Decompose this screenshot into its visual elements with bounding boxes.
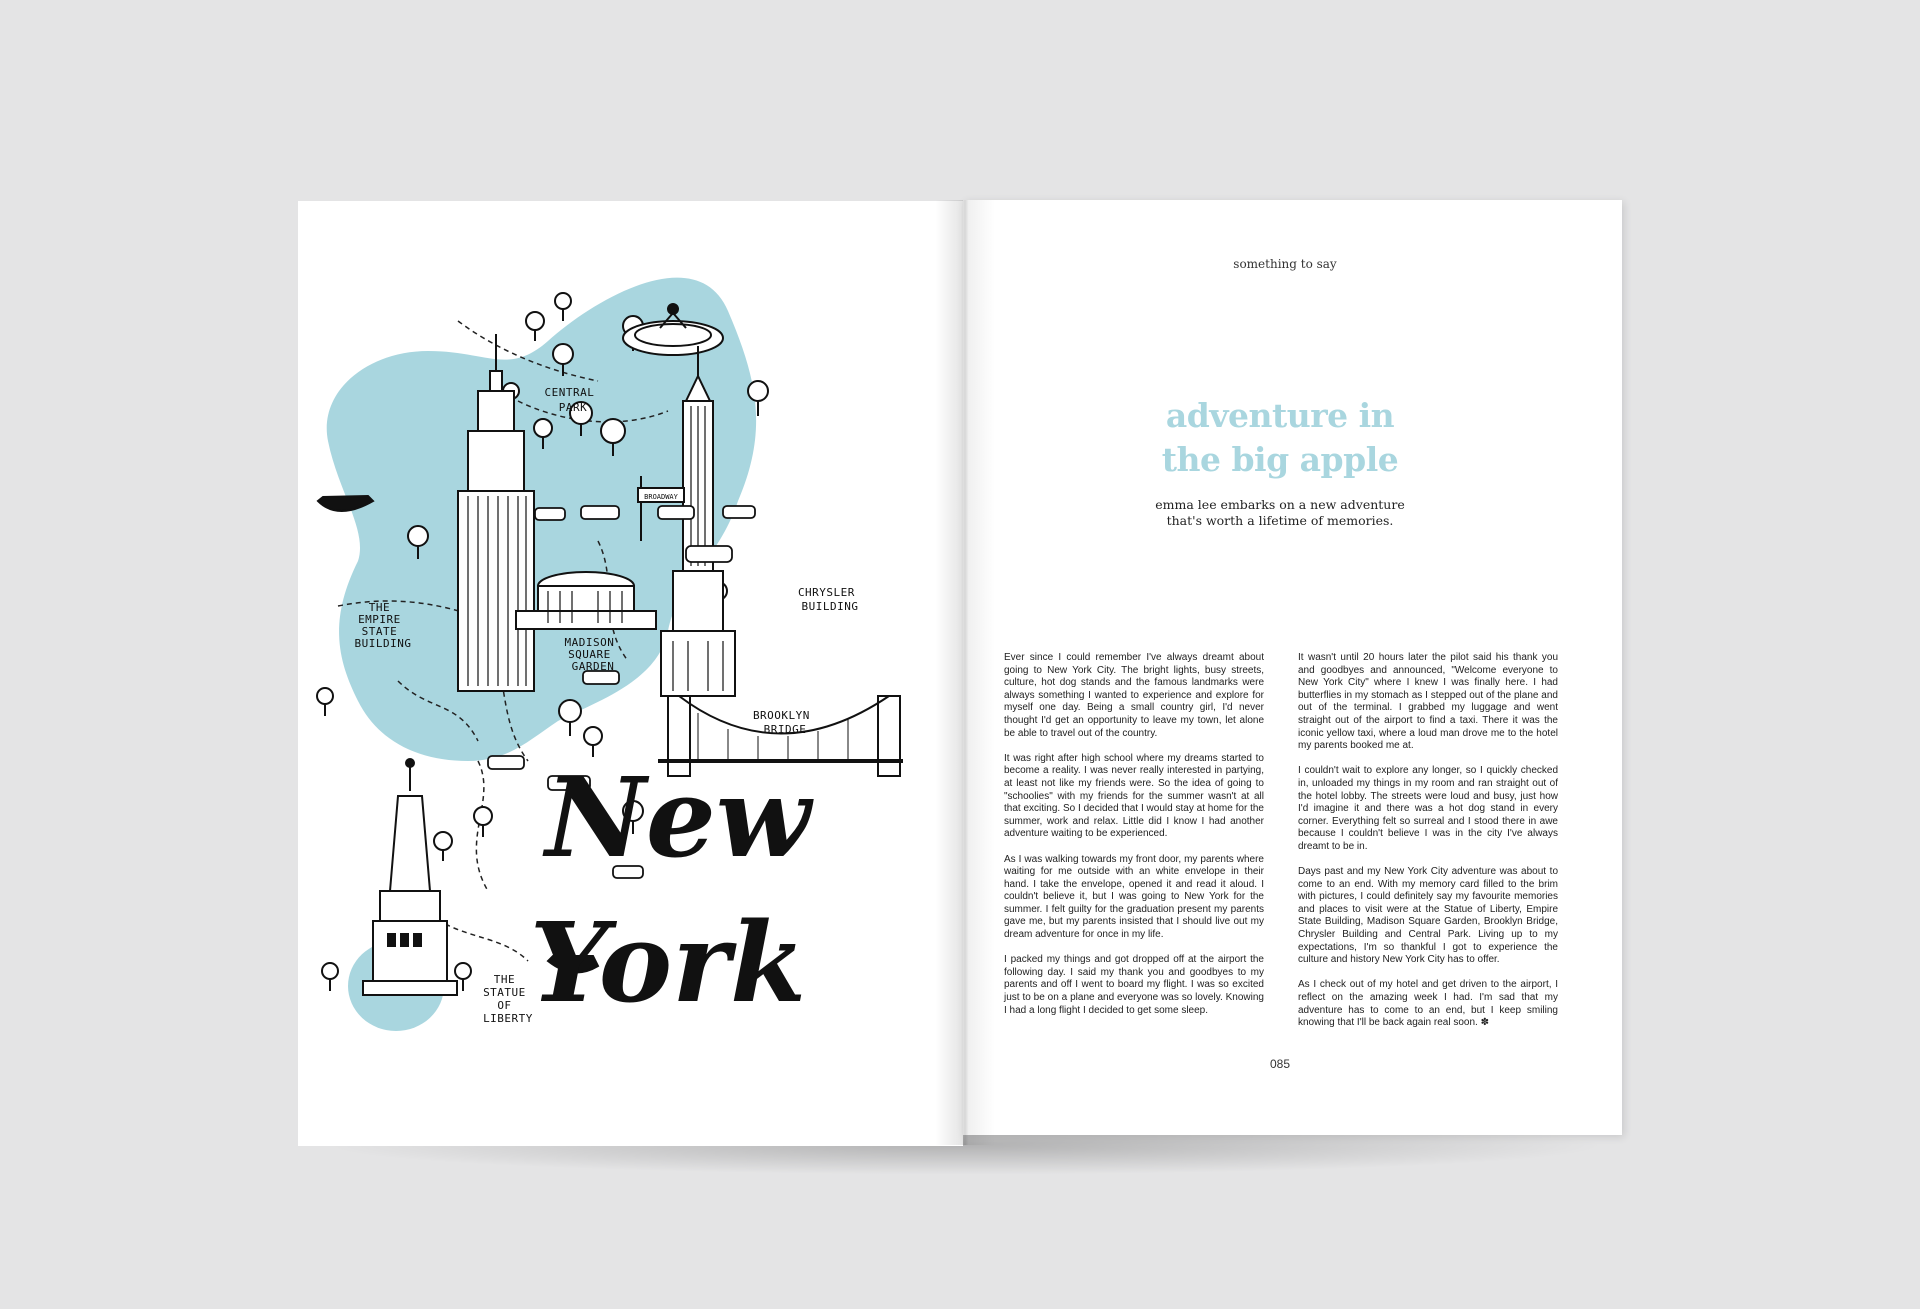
title-new: New <box>545 753 811 882</box>
paragraph: As I was walking towards my front door, my parents where waiting for me outside with an white envelope in their hand. I take the envelope, opened it and read it aloud. I couldn't believe it, but I was going to New York for the summer. I felt guilty for the graduation present my parents gave me, but my parents insisted that I should live out my dream adventure for once in my life. <box>1004 853 1264 941</box>
article-title <box>1120 394 1440 482</box>
label-statue: THE STATUE OF LIBERTY <box>483 973 533 1025</box>
title-line-2: the big apple <box>1161 440 1399 479</box>
svg-text:BROADWAY: BROADWAY <box>644 493 678 501</box>
label-chrysler: CHRYSLER BUILDING <box>797 586 859 613</box>
paragraph: As I check out of my hotel and get driven to the airport, I reflect on the amazing week I had. I'm sad that my adventure has to come to an end, but I keep smiling knowing that I'll be back again real soon. ✽ <box>1298 979 1558 1029</box>
label-brooklyn: BROOKLYN BRIDGE <box>752 709 810 736</box>
article-subtitle <box>1130 497 1430 529</box>
label-empire-state: THE EMPIRE STATE BUILDING <box>354 601 412 650</box>
article-column-2 <box>1298 652 1558 1042</box>
paragraph: Days past and my New York City adventure was about to come to an end. With my memory card filled to the brim with pictures, I could definitely say my favourite memories and places to visit were at the Statue of Liberty, Empire State Building, Madison Square Garden, Brooklyn Bridge, Chrysler Building and Central Park. Living up to my expectations, I'm so thankful I got to experience the culture and history New York City has to offer. <box>1298 866 1558 966</box>
page-number: 085 <box>1269 1057 1291 1071</box>
paragraph: It was right after high school where my dreams started to become a reality. I was never really interested in partying, at least not like my friends were. So the idea of going to "schoolies" with my friends for the summer wasn't at all that exciting. So I decided that I would stay at home for the summer, work and relax. Little did I know I had another adventure waiting to be experienced. <box>1004 752 1264 840</box>
title-york: York <box>529 898 807 1027</box>
spine-gutter <box>935 200 995 1145</box>
paragraph: I couldn't wait to explore any longer, so I quickly checked in, unloaded my things in my room and ran straight out of the hotel lobby. The streets were loud and busy, just how I'd imagine it and there was a hot dog stand in every corner. Everything felt so surreal and I stood there in awe because I couldn't believe I was in the city I've always dreamt to be in. <box>1298 765 1558 852</box>
label-madison-square: MADISON SQUARE GARDEN <box>564 636 615 673</box>
new-york-map-illustration <box>298 201 963 1146</box>
article-column-1 <box>1004 652 1264 1030</box>
subtitle-line-1: emma lee embarks on a new adventure <box>1155 497 1405 512</box>
section-header: something to say <box>1233 257 1337 271</box>
title-line-1: adventure in <box>1165 396 1395 435</box>
statue-of-liberty <box>363 759 457 995</box>
subtitle-line-2: that's worth a lifetime of memories. <box>1166 513 1394 528</box>
paragraph: I packed my things and got dropped off at the airport the following day. I said my thank you and goodbyes to my parents and off I went to board my flight. I was so excited just to be on a plane and everyone was so lovely. Knowing I had a long flight I decided to get some sleep. <box>1004 954 1264 1016</box>
paragraph: It wasn't until 20 hours later the pilot said his thank you and goodbyes and announced, "Welcome everyone to New York City" where I knew I was finally here. I had butterflies in my stomach as I stepped out of the plane and out of the terminal. I grabbed my luggage and went straight out of the airport to find a taxi. There it was the iconic yellow taxi, where a loud man drove me to the hotel my parents booked me at. <box>1298 652 1558 752</box>
label-central-park: CENTRAL PARK <box>544 386 595 414</box>
paragraph: Ever since I could remember I've always dreamt about going to New York City. The bright lights, busy streets, culture, hot dog stands and the famous landmarks were always something I wanted to experience and explore for myself one day. Being a small country girl, I'd never thought I'd get an opportunity to leave my town, let alone be able to travel out of the country. <box>1004 652 1264 739</box>
